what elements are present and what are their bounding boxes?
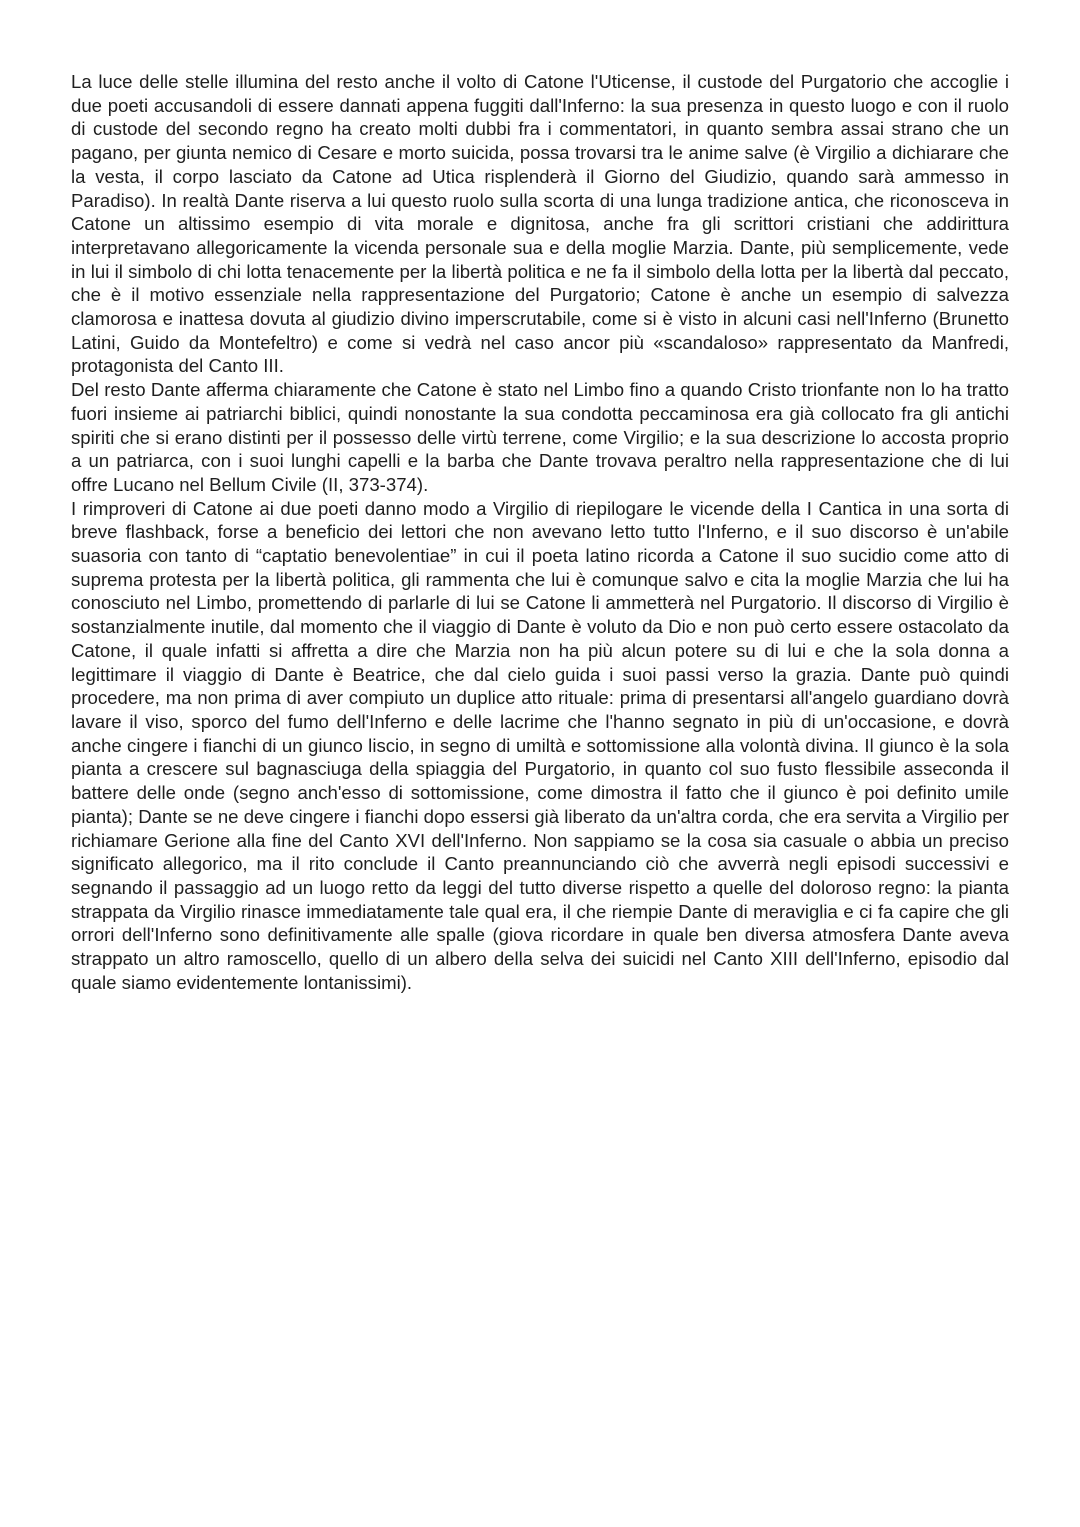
paragraph-catone-limbo: Del resto Dante afferma chiaramente che Catone è stato nel Limbo fino a quando Cristo trionfante non lo ha tratto fuori insieme ai patriarchi biblici, quindi nonostante la sua condotta peccaminosa era già collocato fra gli antichi spiriti che si erano distinti per il possesso delle virtù terrene, come Virgilio; e la sua descrizione lo accosta proprio a un patriarca, con i suoi lunghi capelli e la barba che Dante trovava peraltro nella rappresentazione che di lui offre Lucano nel Bellum Civile (II, 373-374). [71, 379, 1009, 495]
paragraph-rimproveri-catone: I rimproveri di Catone ai due poeti danno modo a Virgilio di riepilogare le vicende della I Cantica in una sorta di breve flashback, forse a beneficio dei lettori che non avevano letto tutto l'Inferno, e il suo discorso è un'abile suasoria con tanto di “captatio benevolentiae” in cui il poeta latino ricorda a Catone il suo sucidio come atto di suprema protesta per la libertà politica, gli rammenta che lui è comunque salvo e cita la moglie Marzia che lui ha conosciuto nel Limbo, promettendo di parlarle di lui se Catone li ammetterà nel Purgatorio. Il discorso di Virgilio è sostanzialmente inutile, dal momento che il viaggio di Dante è voluto da Dio e non può certo essere ostacolato da Catone, il quale infatti si affretta a dire che Marzia non ha più alcun potere su di lui e che la sola donna a legittimare il viaggio di Dante è Beatrice, che dal cielo guida i suoi passi verso la grazia. Dante può quindi procedere, ma non prima di aver compiuto un duplice atto rituale: prima di presentarsi all'angelo guardiano dovrà lavare il viso, sporco del fumo dell'Inferno e delle lacrime che l'hanno segnato in più di un'occasione, e dovrà anche cingere i fianchi di un giunco liscio, in segno di umiltà e sottomissione alla volontà divina. Il giunco è la sola pianta a crescere sul bagnasciuga della spiaggia del Purgatorio, in quanto col suo fusto flessibile asseconda il battere delle onde (segno anch'esso di sottomissione, come dimostra il fatto che il giunco è poi definito umile pianta); Dante se ne deve cingere i fianchi dopo essersi già liberato da un'altra corda, che era servita a Virgilio per richiamare Gerione alla fine del Canto XVI dell'Inferno. Non sappiamo se la cosa sia casuale o abbia un preciso significato allegorico, ma il rito conclude il Canto preannunciando ciò che avverrà negli episodi successivi e segnando il passaggio ad un luogo retto da leggi del tutto diverse rispetto a quelle del doloroso regno: la pianta strappata da Virgilio rinasce immediatamente tale qual era, il che riempie Dante di meraviglia e ci fa capire che gli orrori dell'Inferno sono definitivamente alle spalle (giova ricordare in quale ben diversa atmosfera Dante aveva strappato un altro ramoscello, quello di un albero della selva dei suicidi nel Canto XIII dell'Inferno, episodio dal quale siamo evidentemente lontanissimi). [71, 497, 1009, 993]
paragraph-catone-custode: La luce delle stelle illumina del resto anche il volto di Catone l'Uticense, il custode del Purgatorio che accoglie i due poeti accusandoli di essere dannati appena fuggiti dall'Inferno: la sua presenza in questo luogo e con il ruolo di custode del secondo regno ha creato molti dubbi fra i commentatori, in quanto sembra assai strano che un pagano, per giunta nemico di Cesare e morto suicida, possa trovarsi tra le anime salve (è Virgilio a dichiarare che la vesta, il corpo lasciato da Catone ad Utica risplenderà il Giorno del Giudizio, quando sarà ammesso in Paradiso). In realtà Dante riserva a lui questo ruolo sulla scorta di una lunga tradizione antica, che riconosceva in Catone un altissimo esempio di vita morale e dignitosa, anche fra gli scrittori cristiani che addirittura interpretavano allegoricamente la vicenda personale sua e della moglie Marzia. Dante, più semplicemente, vede in lui il simbolo di chi lotta tenacemente per la libertà politica e ne fa il simbolo della lotta per la libertà dal peccato, che è il motivo essenziale nella rappresentazione del Purgatorio; Catone è anche un esempio di salvezza clamorosa e inattesa dovuta al giudizio divino imperscrutabile, come si è visto in alcuni casi nell'Inferno (Brunetto Latini, Guido da Montefeltro) e come si vedrà nel caso ancor più «scandaloso» rappresentato da Manfredi, protagonista del Canto III. [71, 71, 1009, 377]
document-page [71, 70, 1009, 994]
